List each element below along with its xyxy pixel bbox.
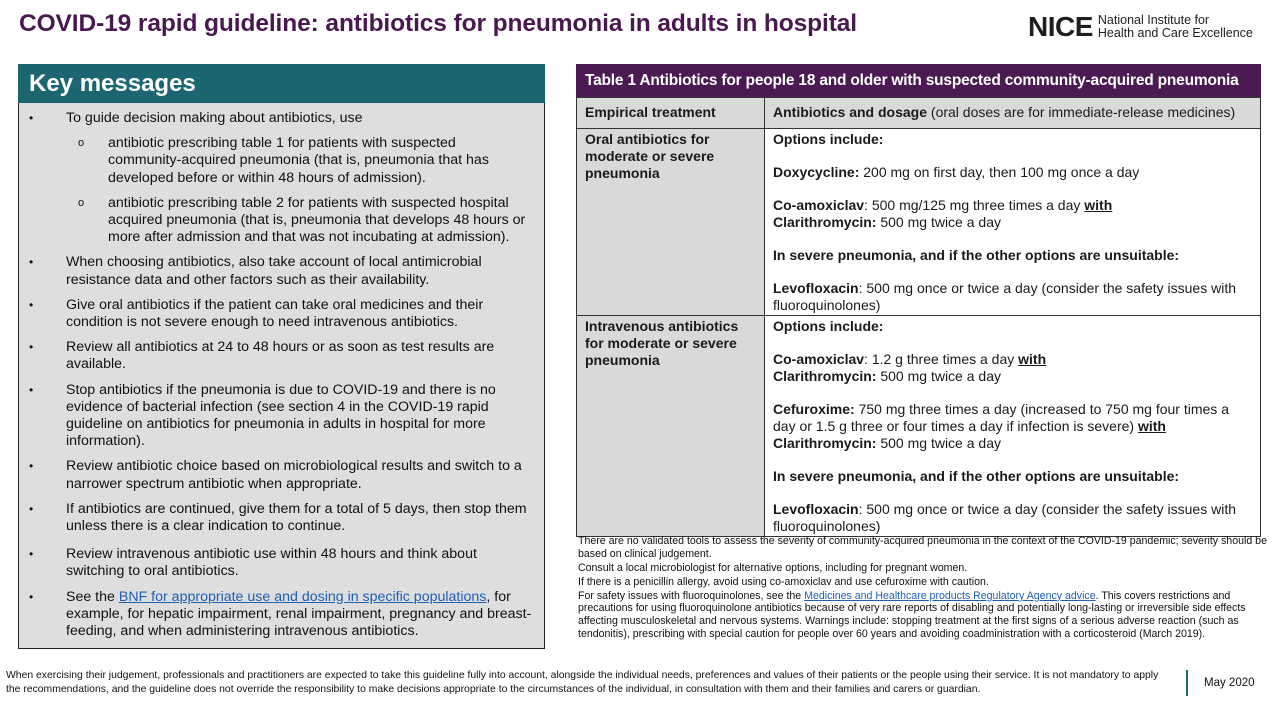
key-message-subitem-text: antibiotic prescribing table 1 for patients with suspected community-acquired pneumonia (that is, pneumonia that has developed before or within 48 hours of admission). — [108, 135, 489, 186]
key-messages-list — [19, 110, 544, 640]
drug-name: Cefuroxime: — [773, 401, 855, 417]
drug-dose: 500 mg twice a day — [876, 214, 1001, 230]
page-title: COVID-19 rapid guideline: antibiotics for pneumonia in adults in hospital — [19, 10, 858, 37]
drug-dose: : 500 mg/125 mg three times a day — [864, 197, 1085, 213]
key-message — [19, 297, 532, 331]
key-message-subitem — [66, 195, 532, 247]
bullet-icon: • — [29, 459, 34, 474]
publication-date: May 2020 — [1204, 677, 1255, 689]
antibiotics-table — [576, 97, 1261, 537]
drug-levofloxacin — [773, 501, 1252, 535]
col-header-empirical-treatment: Empirical treatment — [577, 98, 765, 129]
col-header-antibiotics-dosage — [765, 98, 1261, 129]
drug-name: Clarithromycin: — [773, 368, 877, 384]
with-label: with — [1018, 351, 1047, 367]
drug-name: Levofloxacin — [773, 280, 859, 296]
key-message-text-suffix: , for example, for hepatic impairment, renal impairment, pregnancy and breast-feeding, and when administering intravenous antibiotics. — [66, 588, 532, 640]
bullet-icon: • — [29, 111, 34, 125]
drug-dose: 500 mg twice a day — [876, 435, 1001, 451]
logo-line-1: National Institute for — [1097, 13, 1210, 27]
drug-dose: : 500 mg once or twice a day (consider the safety issues with fluoroquinolones) — [773, 501, 1236, 534]
key-message — [19, 589, 532, 641]
table-1 — [576, 64, 1261, 537]
mhra-link[interactable]: Medicines and Healthcare products Regulatory Agency advice — [804, 589, 1096, 602]
key-messages-panel — [18, 64, 545, 649]
key-message-text: Review all antibiotics at 24 to 48 hours or as soon as test results are available. — [66, 339, 495, 373]
logo-mark: NICE — [1028, 11, 1093, 42]
drug-dose: : 500 mg once or twice a day (consider the safety issues with fluoroquinolones) — [773, 280, 1236, 313]
note-microbiologist: Consult a local microbiologist for alternative options, including for pregnant women. — [578, 561, 968, 574]
table-1-title: Table 1 Antibiotics for people 18 and older with suspected community-acquired pneumonia — [576, 64, 1261, 97]
footer-disclaimer: When exercising their judgement, professionals and practitioners are expected to take this guideline fully into account, alongside the individual needs, preferences and values of their patients or the people using their service. It is not mandatory to apply the recommendations, and the guideline does not override the responsibility to make decisions appropriate to the circumstances of the individual, in consultation with them and their families and carers or guardian. — [6, 670, 1159, 695]
key-message — [19, 546, 532, 580]
sub-bullet-icon: o — [78, 137, 85, 150]
drug-name: Clarithromycin: — [773, 214, 877, 230]
bullet-icon: • — [29, 297, 34, 312]
sub-bullet-icon: o — [78, 196, 85, 209]
key-message-text: Stop antibiotics if the pneumonia is due to COVID-19 and there is no evidence of bacterial infection (see section 4 in the COVID-19 rapid guideline on antibiotics for pneumonia in adults in hospital for more information). — [66, 381, 496, 450]
table-row-oral — [577, 129, 1261, 316]
bullet-icon: • — [29, 340, 34, 355]
drug-dose: 200 mg on first day, then 100 mg once a day — [859, 164, 1140, 180]
options-label: Options include: — [773, 318, 884, 334]
row-treatment: Intravenous antibiotics for moderate or severe pneumonia — [577, 316, 765, 537]
note-severity: There are no validated tools to assess the severity of community-acquired pneumonia in the context of the COVID-19 pandemic; severity should be based on clinical judgement. — [578, 535, 1267, 560]
drug-name: Clarithromycin: — [773, 435, 877, 451]
table-header-row — [577, 98, 1261, 129]
col-header-bold: Antibiotics and dosage — [773, 104, 928, 120]
row-dosage — [765, 316, 1261, 537]
logo-line-2: Health and Care Excellence — [1097, 26, 1253, 40]
bullet-icon: • — [29, 255, 34, 270]
key-message — [19, 110, 532, 246]
bullet-icon: • — [29, 382, 34, 397]
with-label: with — [1084, 197, 1113, 213]
key-message-subitem-text: antibiotic prescribing table 2 for patients with suspected hospital acquired pneumonia (that is, pneumonia that develops 48 hours or more after admission and that was not incubating at admission). — [108, 194, 526, 246]
key-message — [19, 382, 532, 451]
nice-logo — [1028, 13, 1253, 41]
key-message-text: If antibiotics are continued, give them for a total of 5 days, then stop them unless there is a clear indication to continue. — [66, 500, 527, 535]
key-message-text-prefix: See the — [66, 588, 119, 605]
table-notes — [578, 535, 1268, 642]
key-message-text: Give oral antibiotics if the patient can take oral medicines and their condition is not severe enough to need intravenous antibiotics. — [66, 296, 484, 331]
drug-doxycycline — [773, 164, 1252, 181]
key-message-text: Review intravenous antibiotic use within 48 hours and think about switching to oral antibiotics. — [66, 546, 477, 580]
key-message — [19, 254, 532, 288]
drug-combo-coamoxiclav — [773, 197, 1252, 231]
col-header-note: (oral doses are for immediate-release medicines) — [927, 104, 1236, 120]
with-label: with — [1137, 418, 1166, 434]
drug-dose: 750 mg three times a day (increased to 750 mg four times a day or 1.5 g three or four times a day if infection is severe) — [773, 401, 1229, 434]
drug-combo-cefuroxime — [773, 401, 1252, 452]
bullet-icon: • — [29, 547, 34, 562]
key-messages-heading: Key messages — [18, 64, 545, 103]
drug-combo-coamoxiclav — [773, 351, 1252, 385]
severe-label: In severe pneumonia, and if the other options are unsuitable: — [773, 468, 1180, 484]
drug-name: Co-amoxiclav — [773, 197, 865, 213]
note-prefix: For safety issues with fluoroquinolones, see the — [578, 589, 805, 602]
drug-dose: 500 mg twice a day — [876, 368, 1001, 384]
drug-name: Co-amoxiclav — [773, 351, 865, 367]
severe-label: In severe pneumonia, and if the other options are unsuitable: — [773, 247, 1180, 263]
bnf-link[interactable]: BNF for appropriate use and dosing in specific populations — [118, 588, 487, 605]
key-message — [19, 501, 532, 535]
note-suffix: . This covers restrictions and precautions for using fluoroquinolone antibiotics because of very rare reports of disabling and potentially long-lasting or irreversible side effects affecting musculoskeletal and nervous systems. Warnings include: stopping treatment at the first signs of a serious adverse reaction (such as tendonitis), prescribing with special caution for people over 60 years and avoiding coadministration with a corticosteroid (March 2019). — [578, 589, 1246, 640]
key-message-text: To guide decision making about antibiotics, use — [66, 110, 363, 126]
options-label: Options include: — [773, 131, 884, 147]
drug-levofloxacin — [773, 280, 1252, 314]
bullet-icon: • — [29, 589, 34, 604]
bullet-icon: • — [29, 501, 34, 516]
note-penicillin: If there is a penicillin allergy, avoid using co-amoxiclav and use cefuroxime with caution. — [578, 575, 989, 588]
key-message-sublist — [66, 135, 532, 246]
logo-text — [1098, 14, 1253, 40]
row-treatment: Oral antibiotics for moderate or severe pneumonia — [577, 129, 765, 316]
row-dosage — [765, 129, 1261, 316]
note-fluoroquinolones — [578, 590, 1268, 640]
footer-divider — [1186, 670, 1188, 696]
table-row-intravenous — [577, 316, 1261, 537]
drug-dose: : 1.2 g three times a day — [864, 351, 1019, 367]
drug-name: Levofloxacin — [773, 501, 859, 517]
key-message — [19, 458, 532, 492]
key-message — [19, 339, 532, 373]
key-message-subitem — [66, 135, 532, 187]
key-message-text: When choosing antibiotics, also take account of local antimicrobial resistance data and other factors such as their availability. — [66, 254, 482, 288]
drug-name: Doxycycline: — [773, 164, 860, 180]
key-message-text: Review antibiotic choice based on microbiological results and switch to a narrower spectrum antibiotic when appropriate. — [66, 458, 522, 492]
